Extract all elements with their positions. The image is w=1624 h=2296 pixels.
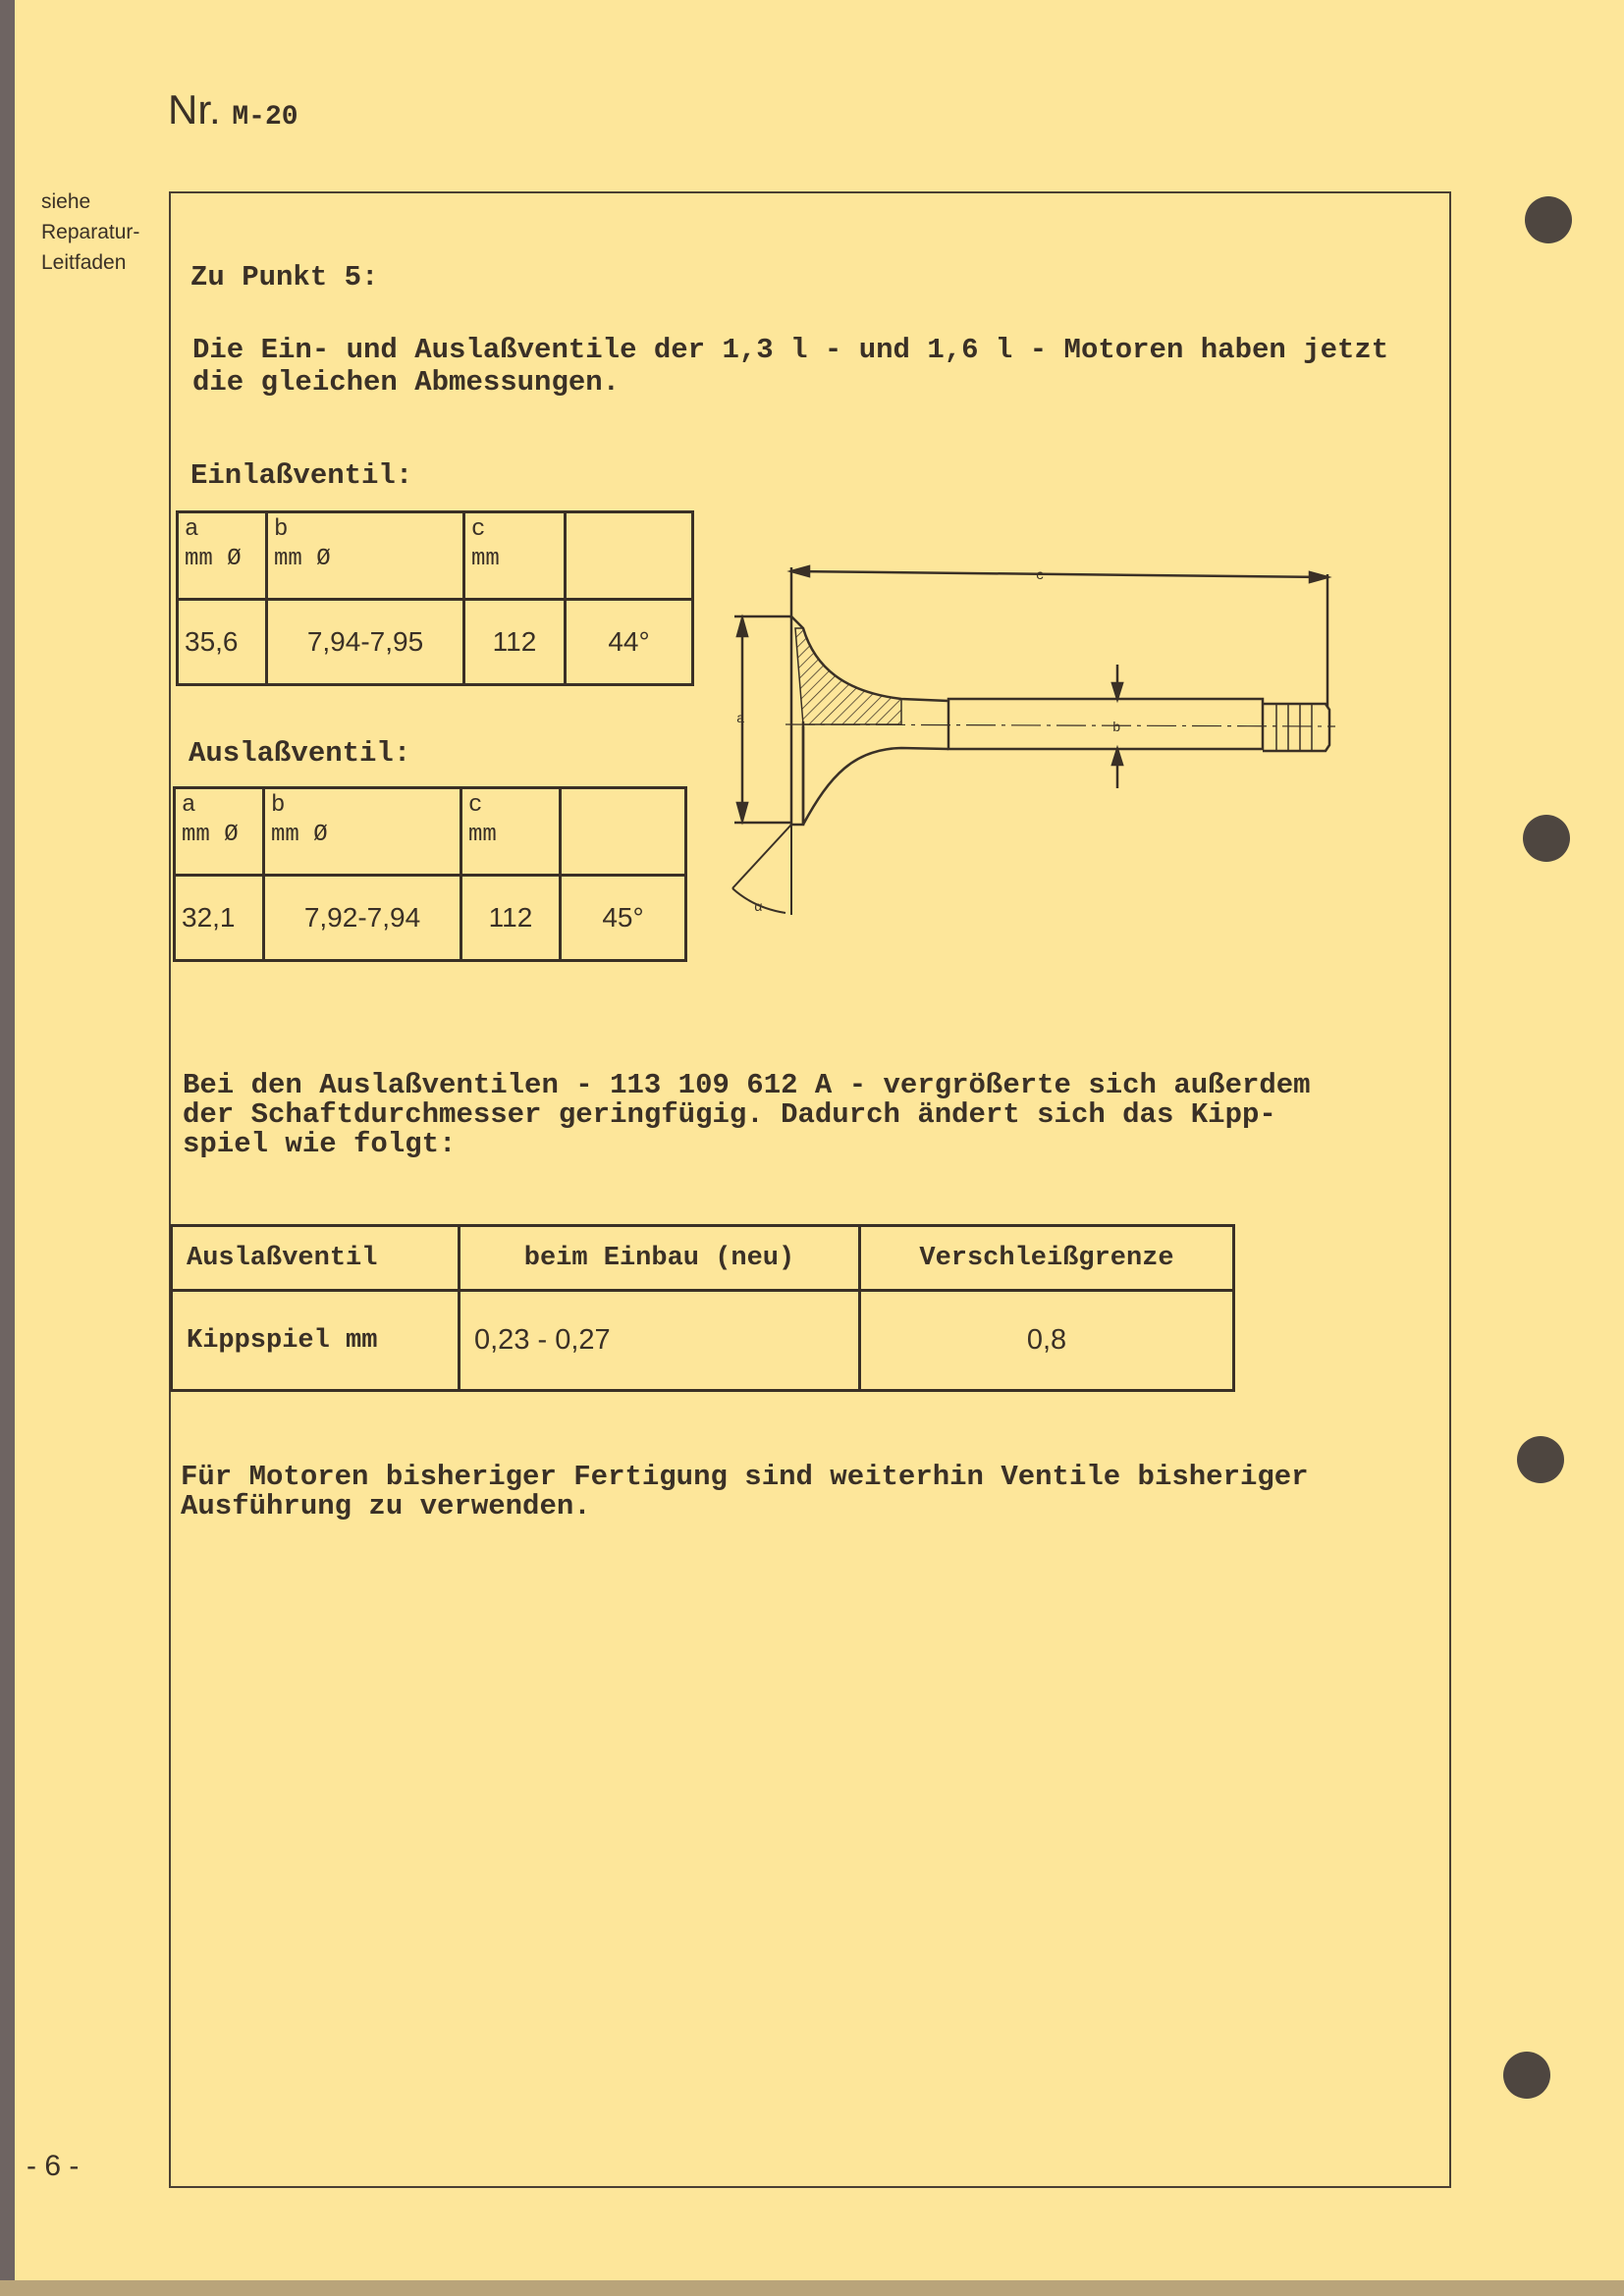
side-note-line: Reparatur-	[41, 221, 140, 243]
text-line: Bei den Auslaßventilen - 113 109 612 A - vergrößerte sich außerdem	[183, 1069, 1311, 1101]
header-cell: a mm Ø	[175, 788, 264, 876]
section-title: Zu Punkt 5:	[190, 261, 379, 294]
text-line: die gleichen Abmessungen.	[192, 366, 621, 399]
text-line: Ausführung zu verwenden.	[181, 1490, 591, 1522]
value-b: 7,92-7,94	[264, 876, 461, 961]
text-line: der Schaftdurchmesser geringfügig. Dadurch ändert sich das Kipp-	[183, 1098, 1276, 1131]
value-new: 0,23 - 0,27	[460, 1291, 860, 1391]
value-a: 32,1	[175, 876, 264, 961]
row-label: Kippspiel mm	[172, 1291, 460, 1391]
inlet-title: Einlaßventil:	[190, 459, 413, 492]
header-cell: c mm	[464, 512, 566, 600]
header-cell: Verschleißgrenze	[860, 1226, 1234, 1291]
text-line: Für Motoren bisheriger Fertigung sind weiterhin Ventile bisheriger	[181, 1461, 1309, 1493]
text-line: Die Ein- und Auslaßventile der 1,3 l - und 1,6 l - Motoren haben jetzt	[192, 334, 1389, 366]
value-limit: 0,8	[860, 1291, 1234, 1391]
value-angle: 45°	[561, 876, 686, 961]
value-a: 35,6	[178, 600, 267, 685]
table-header-row	[172, 1226, 1234, 1291]
value-b: 7,94-7,95	[267, 600, 464, 685]
side-note-line: siehe	[41, 190, 91, 213]
value-angle: 44°	[566, 600, 693, 685]
text-line: spiel wie folgt:	[183, 1128, 457, 1160]
label-alpha: α	[754, 900, 763, 916]
header-cell: beim Einbau (neu)	[460, 1226, 860, 1291]
value-c: 112	[461, 876, 561, 961]
label-a: a	[736, 712, 745, 727]
table-row	[172, 1291, 1234, 1391]
nr-code: M-20	[232, 102, 298, 133]
clearance-table	[170, 1224, 1235, 1392]
header-cell: b mm Ø	[267, 512, 464, 600]
header-cell: c mm	[461, 788, 561, 876]
exhaust-title: Auslaßventil:	[189, 737, 411, 770]
side-note-line: Leitfaden	[41, 251, 127, 274]
label-b: b	[1112, 721, 1121, 736]
note-paragraph	[183, 1071, 1311, 1159]
closing-paragraph	[181, 1463, 1309, 1522]
header-cell: Auslaßventil	[172, 1226, 460, 1291]
nr-label: Nr.	[168, 86, 221, 133]
value-c: 112	[464, 600, 566, 685]
page-number: - 6 -	[27, 2150, 80, 2182]
label-c: c	[1036, 568, 1045, 584]
header-cell: a mm Ø	[178, 512, 267, 600]
header-cell: b mm Ø	[264, 788, 461, 876]
